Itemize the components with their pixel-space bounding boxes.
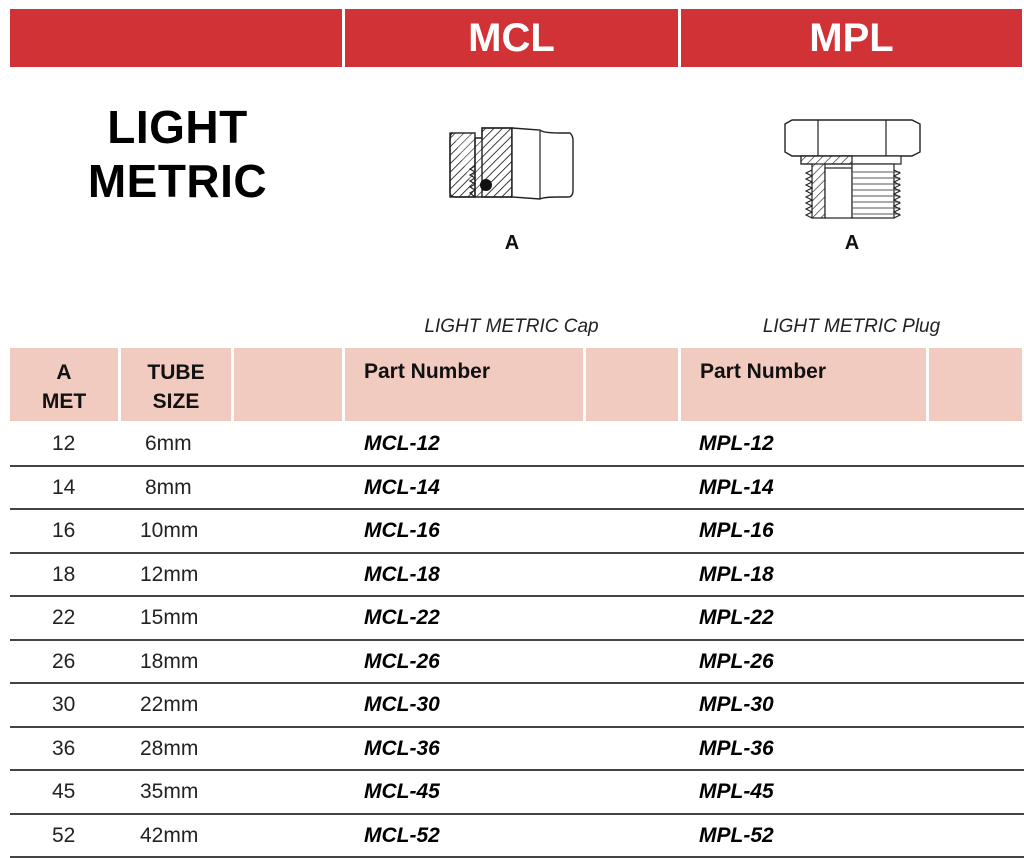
table-row (10, 554, 1024, 598)
cell-mcl-part: MCL-30 (364, 684, 440, 726)
cell-a-met: 26 (52, 641, 75, 683)
cell-mpl-part: MPL-16 (699, 510, 774, 552)
cell-tube-size: 8mm (145, 467, 192, 509)
cell-mpl-part: MPL-22 (699, 597, 774, 639)
cell-mcl-part: MCL-14 (364, 467, 440, 509)
cell-tube-size: 15mm (140, 597, 198, 639)
parts-table-body (0, 423, 1024, 858)
cell-a-met: 30 (52, 684, 75, 726)
plug-fitting-drawing-icon (760, 100, 960, 210)
table-row (10, 815, 1024, 858)
cell-a-met: 52 (52, 815, 75, 857)
cell-tube-size: 28mm (140, 728, 198, 770)
table-row (10, 423, 1024, 467)
table-row (10, 771, 1024, 815)
cell-mpl-part: MPL-26 (699, 641, 774, 683)
cell-a-met: 22 (52, 597, 75, 639)
header-mpl-cell (681, 9, 1022, 67)
table-row (10, 510, 1024, 554)
column-header-blank (234, 348, 342, 421)
page-title (40, 100, 315, 208)
cell-mcl-part: MCL-45 (364, 771, 440, 813)
cell-a-met: 45 (52, 771, 75, 813)
column-header-mpl-extra (929, 348, 1022, 421)
column-header-mpl-part-number: Part Number (681, 348, 926, 421)
cell-mpl-part: MPL-30 (699, 684, 774, 726)
cell-a-met: 18 (52, 554, 75, 596)
table-row (10, 597, 1024, 641)
header-mcl-cell (345, 9, 678, 67)
cell-tube-size: 18mm (140, 641, 198, 683)
cell-mpl-part: MPL-14 (699, 467, 774, 509)
cap-fitting-drawing-icon (420, 100, 620, 210)
cell-tube-size: 35mm (140, 771, 198, 813)
cell-mpl-part: MPL-18 (699, 554, 774, 596)
mcl-dimension-label: A (492, 232, 532, 255)
cell-mpl-part: MPL-45 (699, 771, 774, 813)
column-header-a-met: A MET (10, 348, 118, 421)
cell-mcl-part: MCL-36 (364, 728, 440, 770)
title-line-2: METRIC (40, 154, 315, 208)
cell-mcl-part: MCL-52 (364, 815, 440, 857)
header-mcl-label: MCL (345, 9, 678, 67)
cell-mcl-part: MCL-16 (364, 510, 440, 552)
table-row (10, 684, 1024, 728)
cell-mpl-part: MPL-12 (699, 423, 774, 465)
cell-mpl-part: MPL-52 (699, 815, 774, 857)
mpl-caption: LIGHT METRIC Plug (681, 316, 1022, 338)
cell-mcl-part: MCL-12 (364, 423, 440, 465)
cell-a-met: 14 (52, 467, 75, 509)
cell-a-met: 16 (52, 510, 75, 552)
cell-tube-size: 42mm (140, 815, 198, 857)
cell-a-met: 36 (52, 728, 75, 770)
mpl-dimension-label: A (832, 232, 872, 255)
cell-tube-size: 10mm (140, 510, 198, 552)
cell-mcl-part: MCL-18 (364, 554, 440, 596)
cell-mpl-part: MPL-36 (699, 728, 774, 770)
title-line-1: LIGHT (40, 100, 315, 154)
cell-mcl-part: MCL-26 (364, 641, 440, 683)
column-header-mcl-extra (586, 348, 678, 421)
cell-a-met: 12 (52, 423, 75, 465)
header-blank-cell (10, 9, 342, 67)
header-mpl-label: MPL (681, 9, 1022, 67)
table-row (10, 467, 1024, 511)
column-header-mcl-part-number: Part Number (345, 348, 583, 421)
table-row (10, 728, 1024, 772)
cell-tube-size: 12mm (140, 554, 198, 596)
cell-tube-size: 6mm (145, 423, 192, 465)
cell-mcl-part: MCL-22 (364, 597, 440, 639)
table-row (10, 641, 1024, 685)
column-header-tube-size: TUBE SIZE (121, 348, 231, 421)
mcl-caption: LIGHT METRIC Cap (345, 316, 678, 338)
cell-tube-size: 22mm (140, 684, 198, 726)
